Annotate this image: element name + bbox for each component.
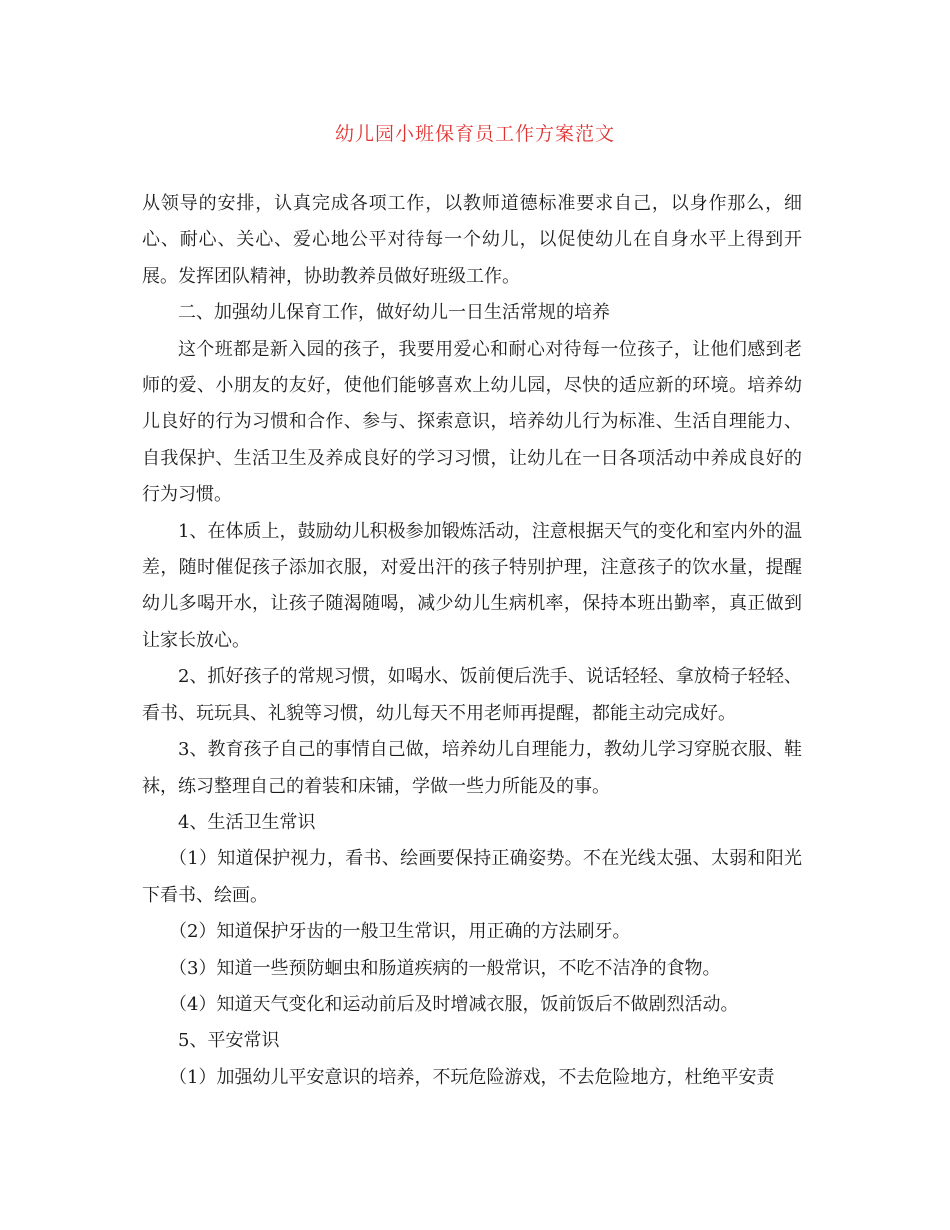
document-title: 幼儿园小班保育员工作方案范文 [334,123,615,145]
document-body [142,186,802,1096]
paragraph-new-class: 这个班都是新入园的孩子，我要用爱心和耐心对待每一位孩子，让他们感到老师的爱、小朋友的友好，使他们能够喜欢上幼儿园，尽快的适应新的环境。培养幼儿良好的行为习惯和合作、参与、探索意识，培养幼儿行为标准、生活自理能力、自我保护、生活卫生及养成良好的学习习惯，让幼儿在一日各项活动中养成良好的行为习惯。 [142,338,802,506]
hygiene-item-4: （4）知道天气变化和运动前后及时增减衣服，饭前饭后不做剧烈活动。 [169,993,739,1015]
section-heading-2: 二、加强幼儿保育工作，做好幼儿一日生活常规的培养 [178,302,610,324]
paragraph-item-2: 2、抓好孩子的常规习惯，如喝水、饭前便后洗手、说话轻轻、拿放椅子轻轻、看书、玩玩具、礼貌等习惯，幼儿每天不用老师再提醒，都能主动完成好。 [142,666,802,724]
paragraph-intro: 从领导的安排，认真完成各项工作，以教师道德标准要求自己，以身作那么，细心、耐心、关心、爱心地公平对待每一个幼儿，以促使幼儿在自身水平上得到开展。发挥团队精神，协助教养员做好班级工作。 [142,193,802,287]
safety-item-1: （1）加强幼儿平安意识的培养，不玩危险游戏，不去危险地方，杜绝平安责 [169,1066,775,1088]
paragraph-item-3: 3、教育孩子自己的事情自己做，培养幼儿自理能力，教幼儿学习穿脱衣服、鞋袜，练习整理自己的着装和床铺，学做一些力所能及的事。 [142,739,802,797]
subheading-safety: 5、平安常识 [178,1030,280,1052]
paragraph-item-1: 1、在体质上，鼓励幼儿积极参加锻炼活动，注意根据天气的变化和室内外的温差，随时催促孩子添加衣服，对爱出汗的孩子特别护理，注意孩子的饮水量，提醒幼儿多喝开水，让孩子随渴随喝，减少幼儿生病机率，保持本班出勤率，真正做到让家长放心。 [142,520,802,651]
hygiene-item-3: （3）知道一些预防蛔虫和肠道疾病的一般常识，不吃不洁净的食物。 [169,957,721,979]
hygiene-item-2: （2）知道保护牙齿的一般卫生常识，用正确的方法刷牙。 [169,921,631,943]
subheading-hygiene: 4、生活卫生常识 [178,811,316,833]
hygiene-item-1: （1）知道保护视力，看书、绘画要保持正确姿势。不在光线太强、太弱和阳光下看书、绘画。 [142,848,802,906]
